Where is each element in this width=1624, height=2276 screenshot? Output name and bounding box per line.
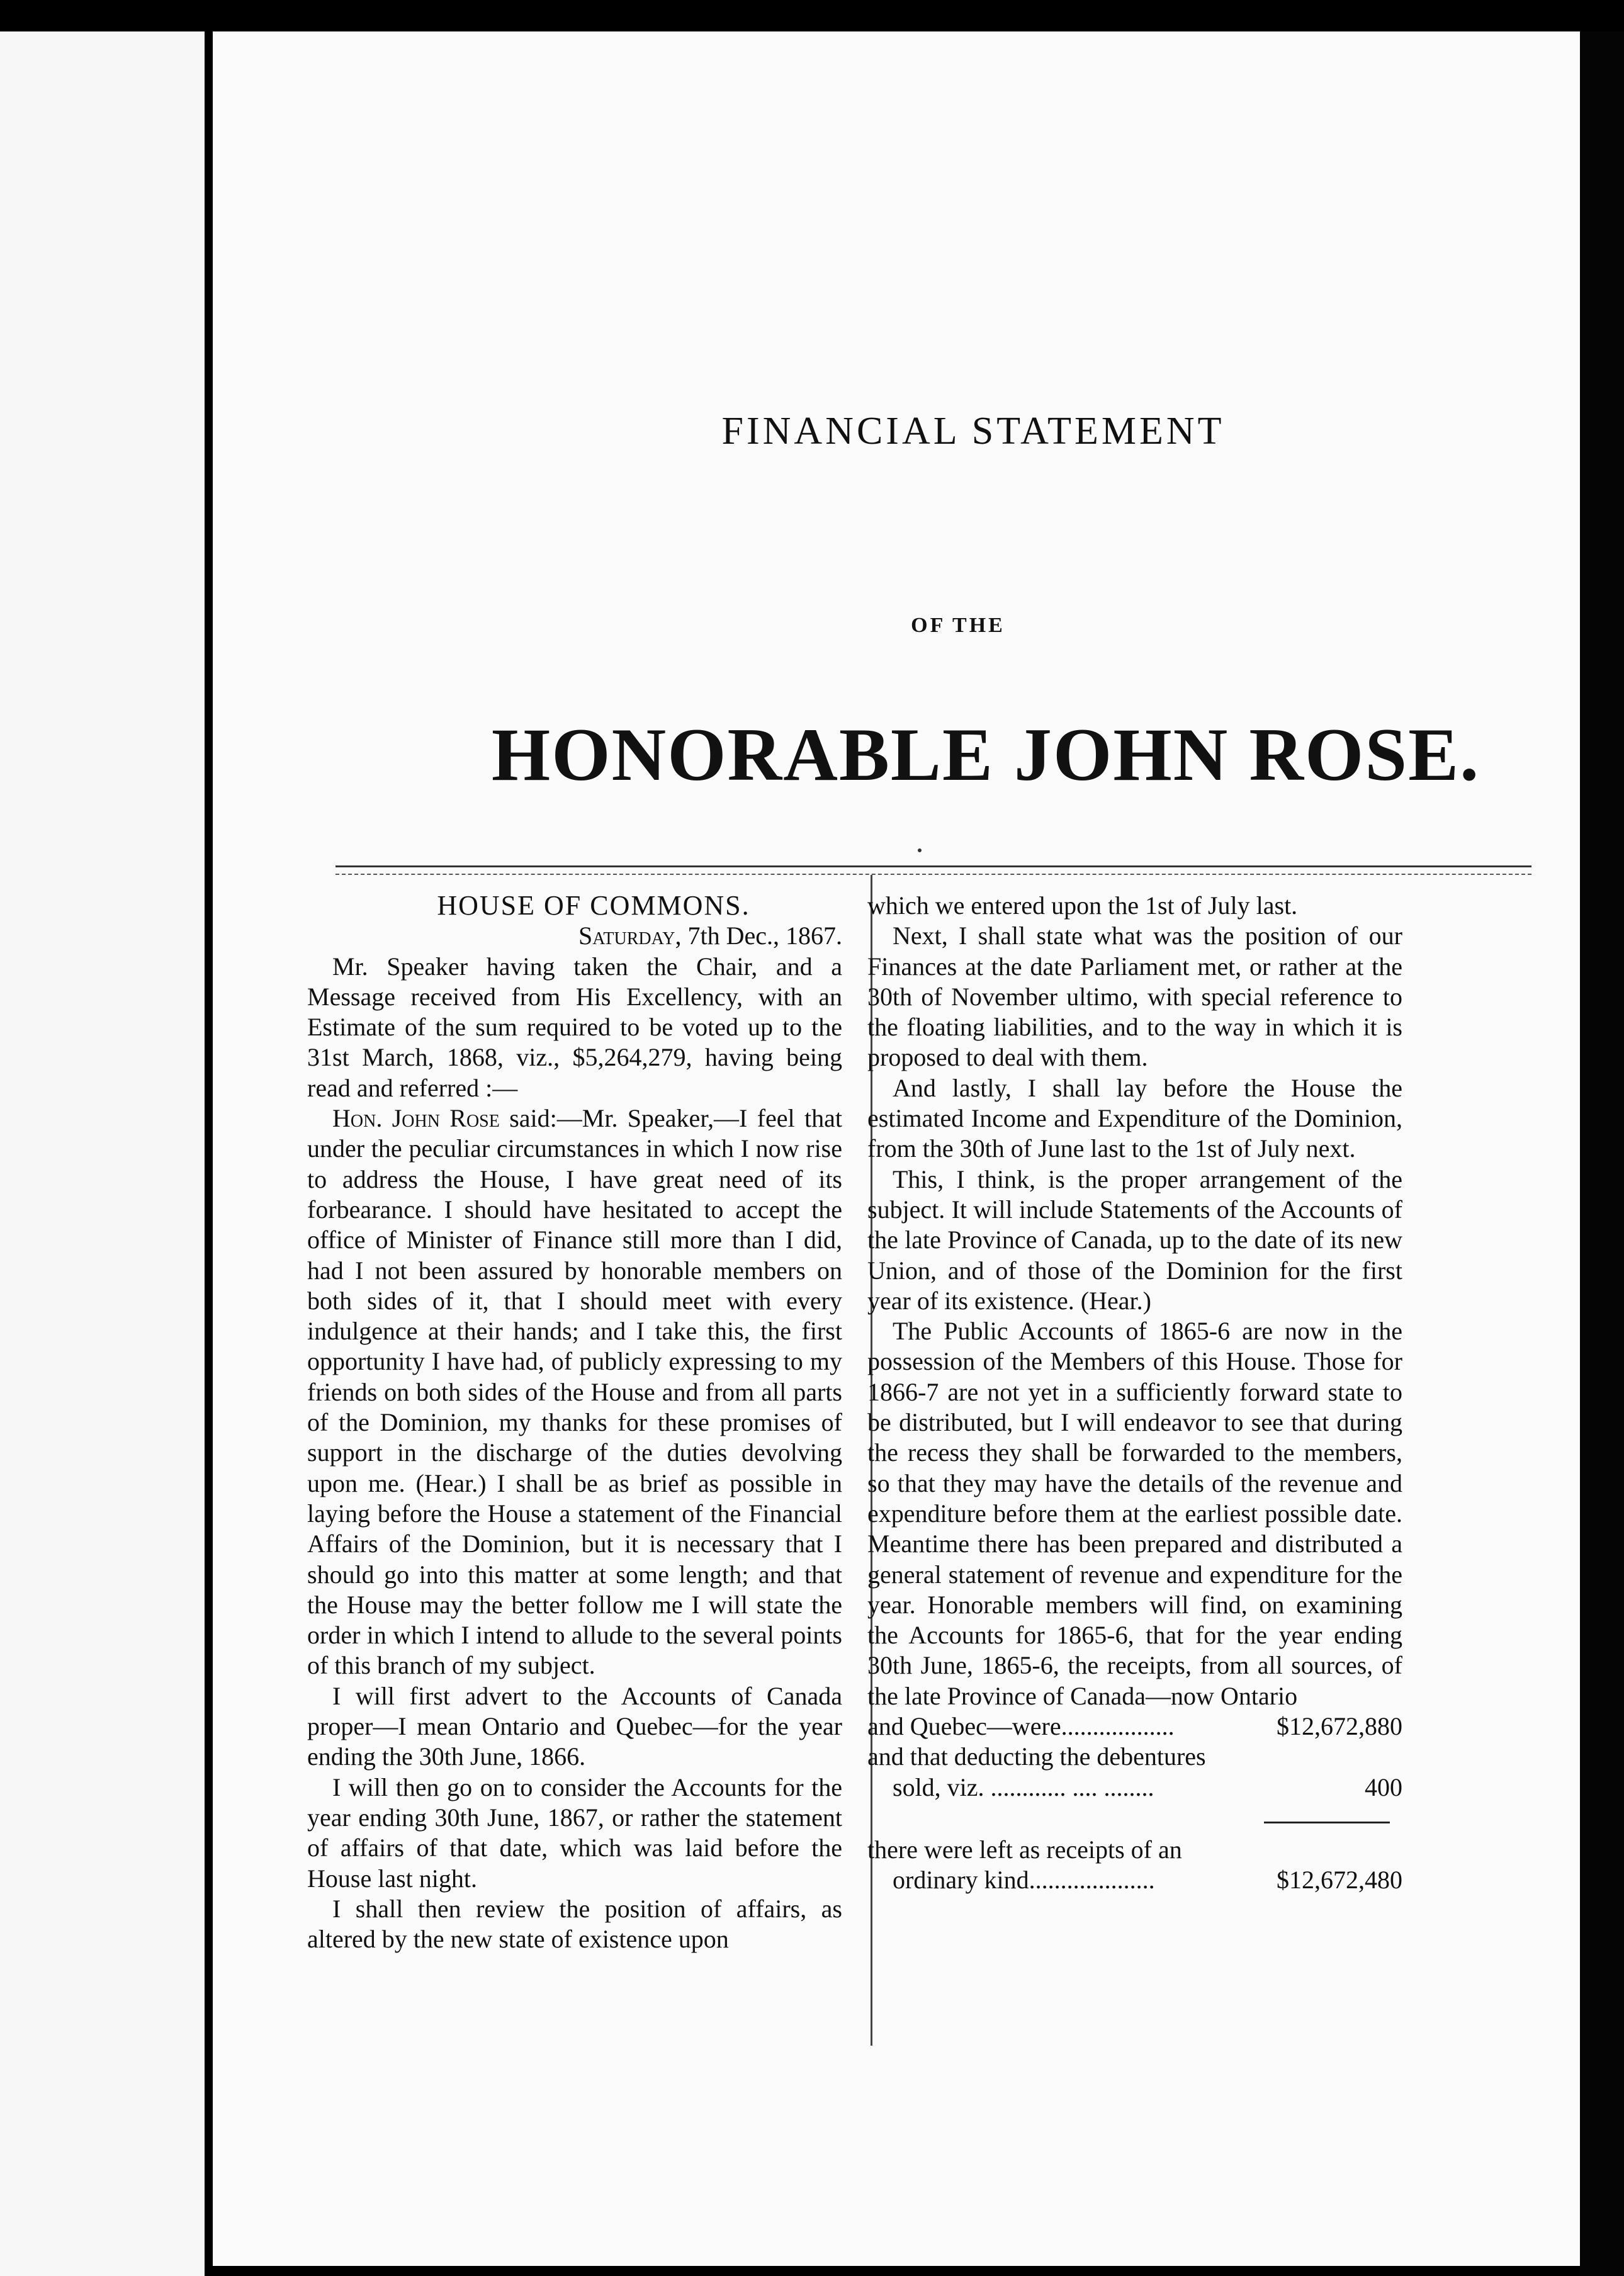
paragraph: The Public Accounts of 1865-6 are now in the possession of the Members of this House. Those for 1866-7 are not yet in a sufficiently forward state to be distributed, but I will endeavor to see that during the recess they shall be forwarded to the members, so that they may have the details of the revenue and expenditure before them at the earliest possible date. Meantime there has been prepared and distributed a general statement of revenue and expenditure for the year. Honorable members will find, on examining the Accounts for 1865-6, that for the year ending 30th June, 1865-6, the receipts, from all sources, of the late Province of Canada—now Ontario [867, 1317, 1402, 1710]
paragraph: I shall then review the position of affairs, as altered by the new state of existence upon [307, 1894, 842, 1954]
paragraph: This, I think, is the proper arrangement of the subject. It will include Statements of the Accounts of the late Province of Canada, up to the date of its new Union, and of those of the Dominion for the first year of its existence. (Hear.) [867, 1164, 1402, 1315]
ledger-amount: 400 [1365, 1772, 1402, 1801]
double-rule [336, 865, 1531, 875]
paragraph: I will first advert to the Accounts of Canada proper—I mean Ontario and Quebec—for the year ending the 30th June, 1866. [307, 1681, 842, 1771]
title-line-2: OF THE [911, 614, 1005, 637]
right-column [867, 891, 1402, 1896]
ledger-row [867, 1711, 1402, 1742]
speaker-name: Hon. John Rose [332, 1104, 500, 1133]
ledger-label: and that deducting the debentures [867, 1742, 1206, 1771]
ledger-label: ordinary kind.................... [893, 1866, 1155, 1895]
paragraph: I will then go on to consider the Accounts for the year ending 30th June, 1867, or rather the statement of affairs of that date, which was laid before the House last night. [307, 1772, 842, 1893]
dateline [307, 921, 842, 951]
ledger-label: there were left as receipts of an [867, 1835, 1182, 1864]
ledger-row [867, 1865, 1402, 1895]
paragraph: Next, I shall state what was the position of our Finances at the date Parliament met, or rather at the 30th of November ultimo, with special reference to the floating liabilities, and to the way in which it is proposed to deal with them. [867, 921, 1402, 1072]
left-column [307, 891, 842, 1954]
paragraph: And lastly, I shall lay before the House the estimated Income and Expenditure of the Dominion, from the 30th of June last to the 1st of July next. [867, 1073, 1402, 1163]
title-line-1: FINANCIAL STATEMENT [721, 410, 1225, 453]
facing-page-edge [0, 31, 205, 2276]
ledger-label: sold, viz. ............ .... ........ [893, 1772, 1154, 1801]
scan-border [1580, 31, 1624, 2276]
paragraph-speech [307, 1103, 842, 1681]
sum-rule [1264, 1822, 1390, 1823]
ledger-amount: $12,672,880 [1277, 1712, 1402, 1741]
ink-speck [918, 848, 922, 852]
ledger-label: and Quebec—were.................. [867, 1712, 1175, 1741]
paragraph: which we entered upon the 1st of July last. [867, 891, 1298, 920]
section-heading: HOUSE OF COMMONS. [437, 890, 750, 921]
ledger-row [867, 1772, 1402, 1803]
dateline-date: 7th Dec., 1867. [687, 921, 842, 950]
speech-text: said:—Mr. Speaker,—I feel that under the peculiar circumstances in which I now rise to address the House, I have great need of its forbearance. I should have hesitated to accept the office of Minister of Finance still more than I did, had I not been assured by honorable members on both sides of it, that I should meet with every indulgence at their hands; and I take this, the first opportunity I have had, of publicly expressing to my friends on both sides of the House and from all parts of the Dominion, my thanks for these promises of support in the discharge of the duties devolving upon me. (Hear.) I shall be as brief as possible in laying before the House a statement of the Financial Affairs of the Dominion, but it is necessary that I should go into this matter at some length; and that the House may the better follow me I will state the order in which I intend to allude to the several points of this branch of my subject. [307, 1104, 842, 1680]
paragraph: Mr. Speaker having taken the Chair, and a Message received from His Excellency, with an Estimate of the sum required to be voted up to the 31st March, 1868, viz., $5,264,279, having being read and referred :— [307, 952, 842, 1102]
dateline-day: Saturday, [578, 921, 682, 950]
document-page [213, 31, 1580, 2266]
title-line-3: HONORABLE JOHN ROSE. [491, 713, 1480, 796]
ledger-amount: $12,672,480 [1277, 1866, 1402, 1895]
